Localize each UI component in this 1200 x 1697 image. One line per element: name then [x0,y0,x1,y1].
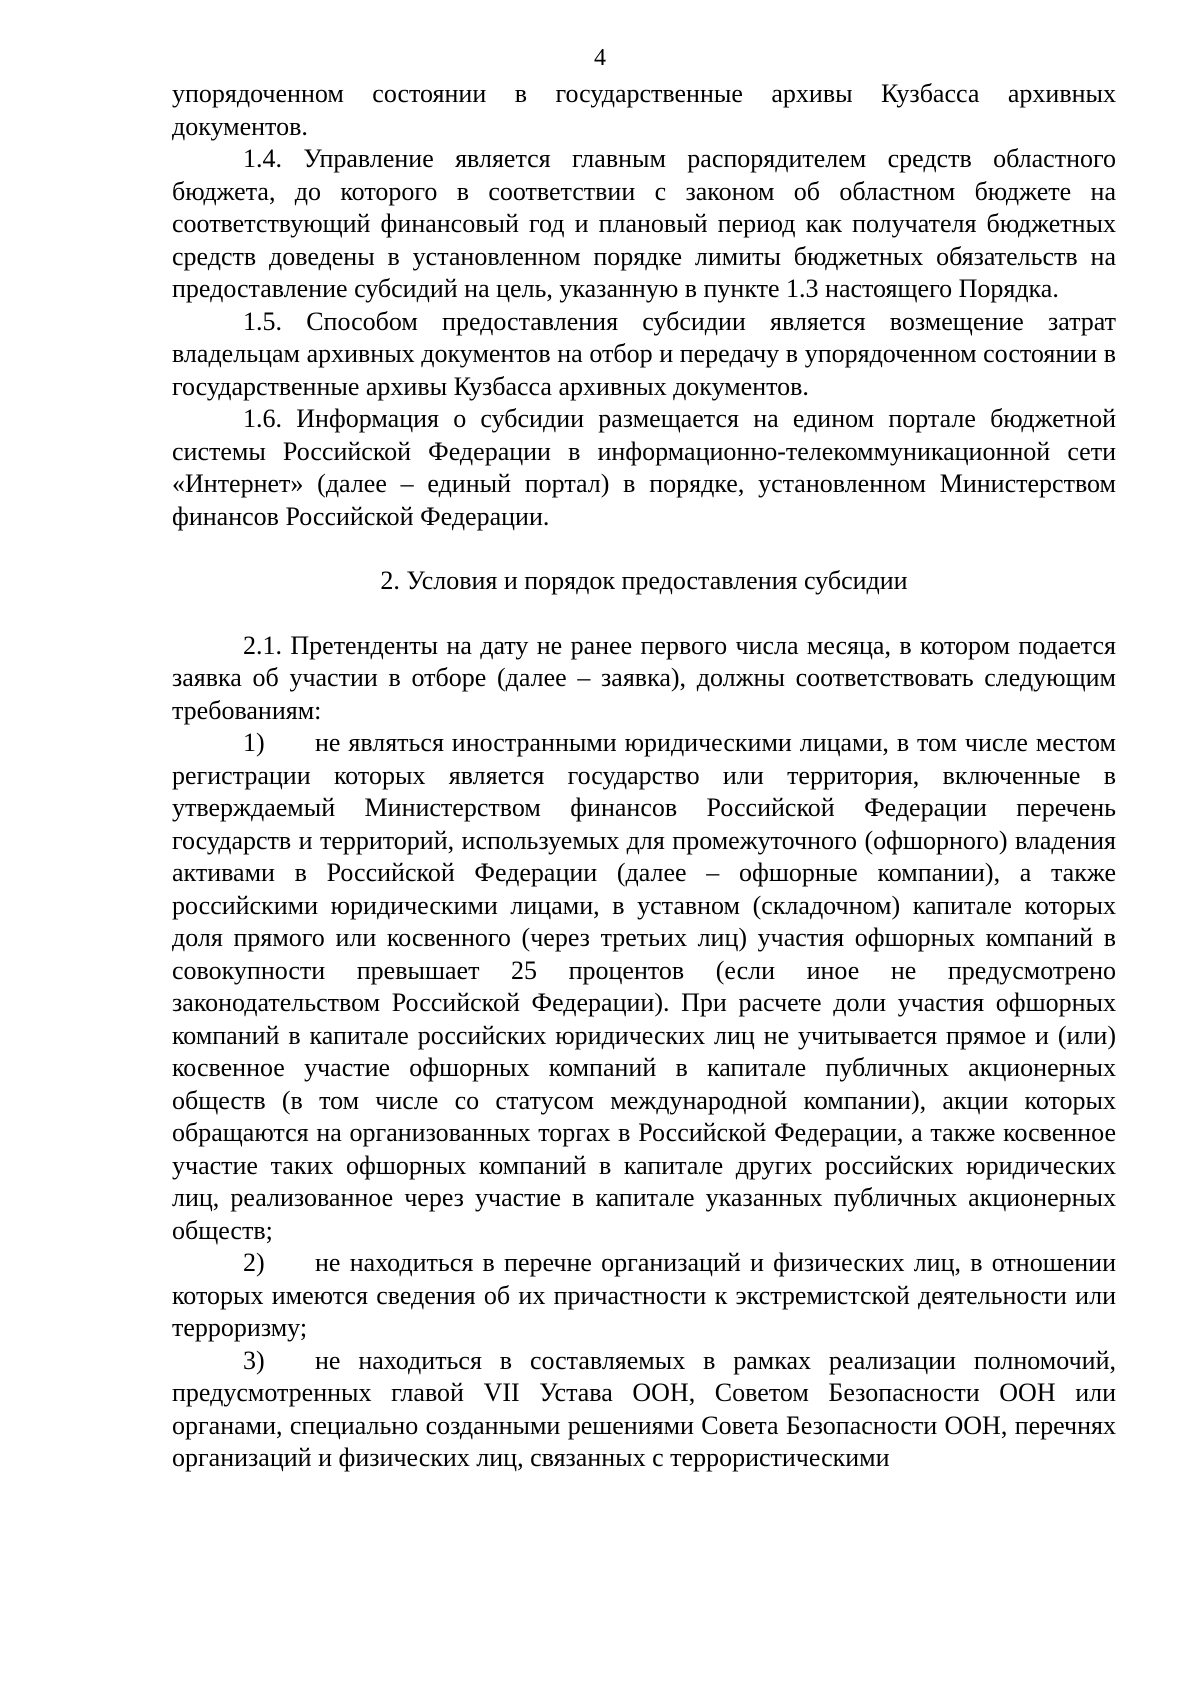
list-item [172,1345,1116,1475]
list-item-number: 3) [243,1345,265,1375]
paragraph-1-4: 1.4. Управление является главным распорядителем средств областного бюджета, до которого в соответствии с законом об областном бюджете на соответствующий финансовый год и плановый период как получателя бюджетных средств доведены в установленном порядке лимиты бюджетных обязательств на предоставление субсидий на цель, указанную в пункте 1.3 настоящего Порядка. [172,144,1116,303]
list-item-text: не находиться в перечне организаций и физических лиц, в отношении которых имеются сведения об их причастности к экстремистской деятельности или терроризму; [172,1248,1116,1342]
paragraph-2-1: 2.1. Претенденты на дату не ранее первого числа месяца, в котором подается заявка об участии в отборе (далее – заявка), должны соответствовать следующим требованиям: [172,630,1116,725]
page-number: 4 [594,45,606,71]
list-item-number: 2) [243,1248,265,1277]
list-item [172,1247,1116,1345]
list-item-text: не являться иностранными юридическими лицами, в том числе местом регистрации которых является государство или территория, включенные в утверждаемый Министерством финансов Российской Федерации перечень государств и территорий, используемых для промежуточного (офшорного) владения активами в Российской Федерации (далее – офшорные компании), а также российскими юридическими лицами, в уставном (складочном) капитале которых доля прямого или косвенного (через третьих лиц) участия офшорных компаний в совокупности превышает 25 процентов (если иное не предусмотрено законодательством Российской Федерации). При расчете доли участия офшорных компаний в капитале российских юридических лиц не учитывается прямое и (или) косвенное участие офшорных компаний в капитале публичных акционерных обществ (в том числе со статусом международной компании), акции которых обращаются на организованных торгах в Российской Федерации, а также косвенное участие таких офшорных компаний в капитале других российских юридических лиц, реализованное через участие в капитале указанных публичных акционерных обществ; [172,728,1116,1245]
list-item-number: 1) [243,728,265,757]
list-item [172,727,1116,1247]
section-heading: 2. Условия и порядок предоставления субсидии [380,566,908,595]
paragraph-1-5: 1.5. Способом предоставления субсидии является возмещение затрат владельцам архивных документов на отбор и передачу в упорядоченном состоянии в государственные архивы Кузбасса архивных документов. [172,306,1116,401]
document-body [172,78,1116,1475]
paragraph-1-6: 1.6. Информация о субсидии размещается на едином портале бюджетной системы Российской Федерации в информационно-телекоммуникационной сети «Интернет» (далее – единый портал) в порядке, установленном Министерством финансов Российской Федерации. [172,404,1116,531]
paragraph-continuation: упорядоченном состоянии в государственные архивы Кузбасса архивных документов. [172,79,1116,141]
list-item-text: не находиться в составляемых в рамках реализации полномочий, предусмотренных главой VII Устава ООН, Советом Безопасности ООН или органами, специально созданными решениями Совета Безопасности ООН, перечнях организаций и физических лиц, связанных с террористическими [172,1345,1116,1472]
